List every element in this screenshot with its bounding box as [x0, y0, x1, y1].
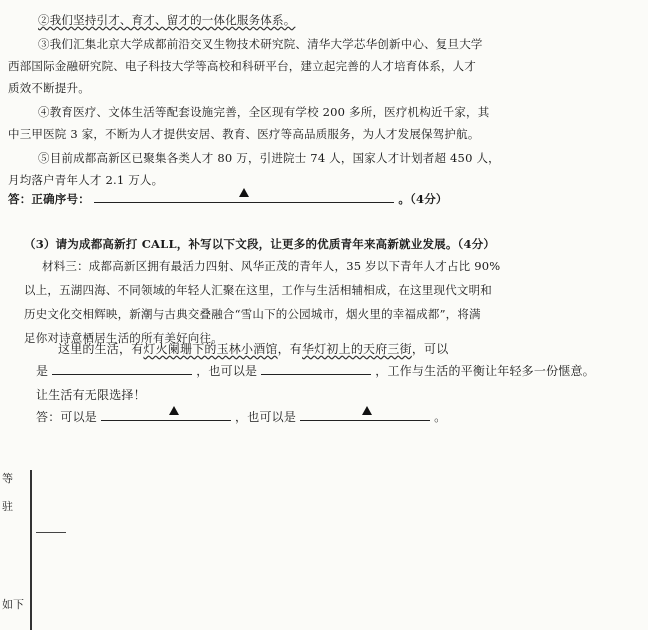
passage-shi: 是	[36, 364, 49, 378]
material-3-line4: 足你对诗意栖居生活的所有美好向往。	[24, 331, 223, 345]
passage-line2	[36, 362, 595, 379]
material-3-line1: 材料三：成都高新区拥有最活力四射、风华正茂的青年人，35 岁以下青年人才占比 90%	[42, 259, 501, 273]
question-3-prompt: （3）请为成都高新打 CALL，补写以下文段，让更多的优质青年来高新就业发展。（4分）	[24, 237, 496, 251]
answer-line-fill	[36, 408, 446, 425]
material-3-line2: 以上，五湖四海、不同领域的年轻人汇聚在这里，工作与生活相辅相成，在这里现代文明和	[24, 283, 492, 297]
answer-order-blank[interactable]	[94, 190, 394, 203]
triangle-marker-icon	[362, 406, 372, 415]
item-2-text: ②我们坚持引才、育才、留才的一体化服务体系。	[38, 13, 296, 27]
answer-fill-label: 答：可以是	[36, 410, 98, 424]
triangle-marker-icon	[239, 188, 249, 197]
answer-fill-blank-2[interactable]	[300, 408, 430, 421]
answer-line-order	[8, 190, 448, 207]
item-3-line1: ③我们汇集北京大学成都前沿交叉生物技术研究院、清华大学芯华创新中心、复旦大学	[38, 37, 483, 51]
item-3-line2: 西部国际金融研究院、电子科技大学等高校和科研平台，建立起完善的人才培育体系，人才	[8, 59, 476, 73]
item-2	[38, 12, 295, 28]
passage-blank-2[interactable]	[261, 362, 371, 375]
item-5-line1: ⑤目前成都高新区已聚集各类人才 80 万，引进院士 74 人，国家人才计划者超 450 人，	[38, 151, 500, 165]
triangle-marker-icon	[169, 406, 179, 415]
passage-text-e: ，可以	[411, 342, 449, 356]
passage-text-c: ，有	[277, 342, 303, 356]
answer-order-score: 。（4分）	[398, 192, 448, 206]
answer-fill-blank-1[interactable]	[101, 408, 231, 421]
item-5-line2: 月均落户青年人才 2.1 万人。	[8, 173, 164, 187]
margin-tick	[36, 532, 66, 533]
passage-line3: 让生活有无限选择！	[36, 388, 146, 402]
answer-fill-also: ，也可以是	[235, 410, 297, 424]
passage-example-2: 华灯初上的天府三街	[302, 342, 412, 356]
margin-char-2: 驻	[2, 500, 13, 513]
answer-fill-end: 。	[434, 410, 447, 424]
answer-order-label: 答：正确序号：	[8, 192, 90, 206]
item-3-line3: 质效不断提升。	[8, 81, 90, 95]
material-3-line3: 历史文化交相辉映，新潮与古典交叠融合“雪山下的公园城市，烟火里的幸福成都”，将满	[24, 307, 481, 321]
margin-char-3: 如下	[2, 598, 24, 611]
item-4-line1: ④教育医疗、文体生活等配套设施完善，全区现有学校 200 多所，医疗机构近千家，其	[38, 105, 490, 119]
binding-margin-line	[30, 470, 32, 630]
passage-blank-1[interactable]	[52, 362, 192, 375]
passage-example-1: 灯火阑珊下的玉林小酒馆	[143, 342, 278, 356]
passage-tail: ，工作与生活的平衡让年轻多一份惬意。	[375, 364, 595, 378]
passage-text-a: 这里的生活，有	[58, 342, 144, 356]
passage-also: ，也可以是	[196, 364, 258, 378]
item-4-line2: 中三甲医院 3 家，不断为人才提供安居、教育、医疗等高品质服务，为人才发展保驾护航。	[8, 127, 480, 141]
margin-char-1: 等	[2, 472, 13, 485]
passage-line1	[58, 340, 448, 357]
